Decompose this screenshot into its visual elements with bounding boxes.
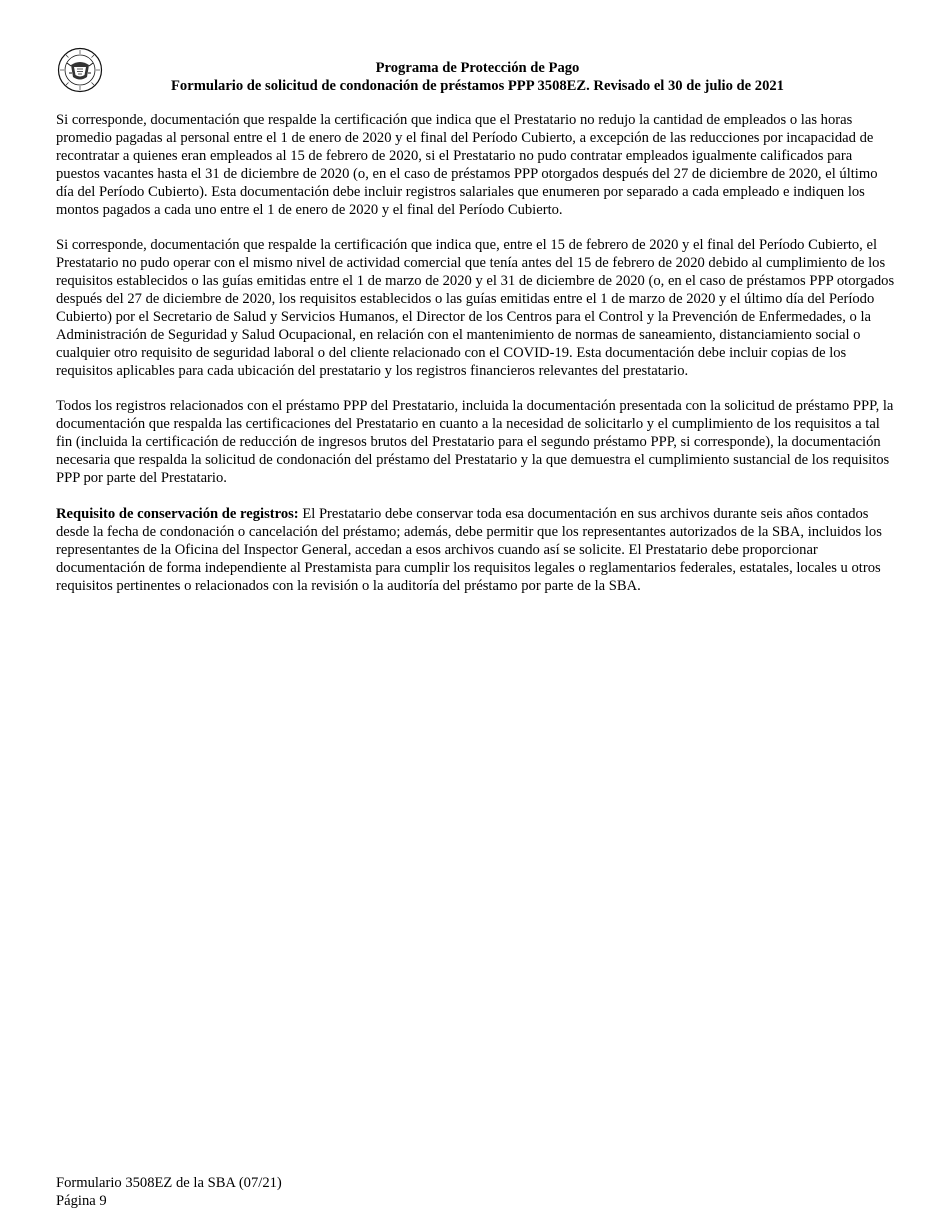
form-subtitle: Formulario de solicitud de condonación de préstamos PPP 3508EZ. Revisado el 30 de julio de 2021 <box>171 78 784 94</box>
retention-text: El Prestatario debe conservar toda esa documentación en sus archivos durante seis años contados desde la fecha de condonación o cancelación del préstamo; además, debe permitir que los representantes autorizados de la SBA, incluidos los representantes de la Oficina del Inspector General, accedan a esos archivos cuando así se solicite. El Prestatario debe proporcionar documentación de forma independiente al Prestamista para cumplir los requisitos legales o reglamentarios federales, estatales, locales u otros requisitos pertinentes o relacionados con la revisión o la auditoría del préstamo por parte de la SBA. <box>56 505 882 594</box>
paragraph-employee-documentation: Si corresponde, documentación que respalde la certificación que indica que el Prestatario no redujo la cantidad de empleados o las horas promedio pagadas al personal entre el 1 de enero de 2020 y el final del Período Cubierto, a excepción de las reducciones por incapacidad de recontratar a quienes eran empleados al 15 de febrero de 2020, si el Prestatario no pudo contratar empleados igualmente calificados para puestos vacantes hasta el 31 de diciembre de 2020 (o, en el caso de préstamos PPP otorgados después del 27 de diciembre de 2020, el último día del Período Cubierto). Esta documentación debe incluir registros salariales que enumeren por separado a cada empleado e indiquen los montos pagados a cada uno entre el 1 de enero de 2020 y el final del Período Cubierto. <box>56 112 878 218</box>
paragraph-ppp-records: Todos los registros relacionados con el préstamo PPP del Prestatario, incluida la documentación presentada con la solicitud de préstamo PPP, la documentación que respalda las certificaciones del Prestatario en cuanto a la necesidad de solicitarlo y el cumplimiento de los requisitos a tal fin (incluida la certificación de reducción de ingresos brutos del Prestatario para el segundo préstamo PPP, si corresponde), la documentación necesaria que respalda la solicitud de condonación del préstamo del Prestatario y la que demuestra el cumplimiento sustancial de los requisitos PPP por parte del Prestatario. <box>56 398 894 487</box>
retention-heading: Requisito de conservación de registros: <box>56 505 299 522</box>
document-header <box>0 59 950 95</box>
page-footer <box>56 1175 282 1210</box>
document-body <box>56 112 896 613</box>
paragraph-record-retention <box>56 506 896 596</box>
paragraph-covid-requirements: Si corresponde, documentación que respalde la certificación que indica que, entre el 15 de febrero de 2020 y el final del Período Cubierto, el Prestatario no pudo operar con el mismo nivel de actividad comercial que tenía antes del 15 de febrero de 2020 debido al cumplimiento de los requisitos establecidos o las guías emitidas entre el 1 de marzo de 2020 y el 31 de diciembre de 2020 (o, en el caso de préstamos PPP otorgados después del 27 de diciembre de 2020, los requisitos establecidos o las guías emitidas entre el 1 de marzo de 2020 y el último día del Período Cubierto) por el Secretario de Salud y Servicios Humanos, el Director de los Centros para el Control y la Prevención de Enfermedades, o la Administración de Seguridad y Salud Ocupacional, en relación con el mantenimiento de normas de saneamiento, distanciamiento social o cualquier otro requisito de seguridad laboral o del cliente relacionado con el COVID-19. Esta documentación debe incluir copias de los requisitos aplicables para cada ubicación del prestatario y los registros financieros relevantes del prestatario. <box>56 237 895 379</box>
form-identifier: Formulario 3508EZ de la SBA (07/21) <box>56 1175 282 1191</box>
program-title: Programa de Protección de Pago <box>375 60 580 76</box>
page-number: Página 9 <box>56 1192 107 1209</box>
